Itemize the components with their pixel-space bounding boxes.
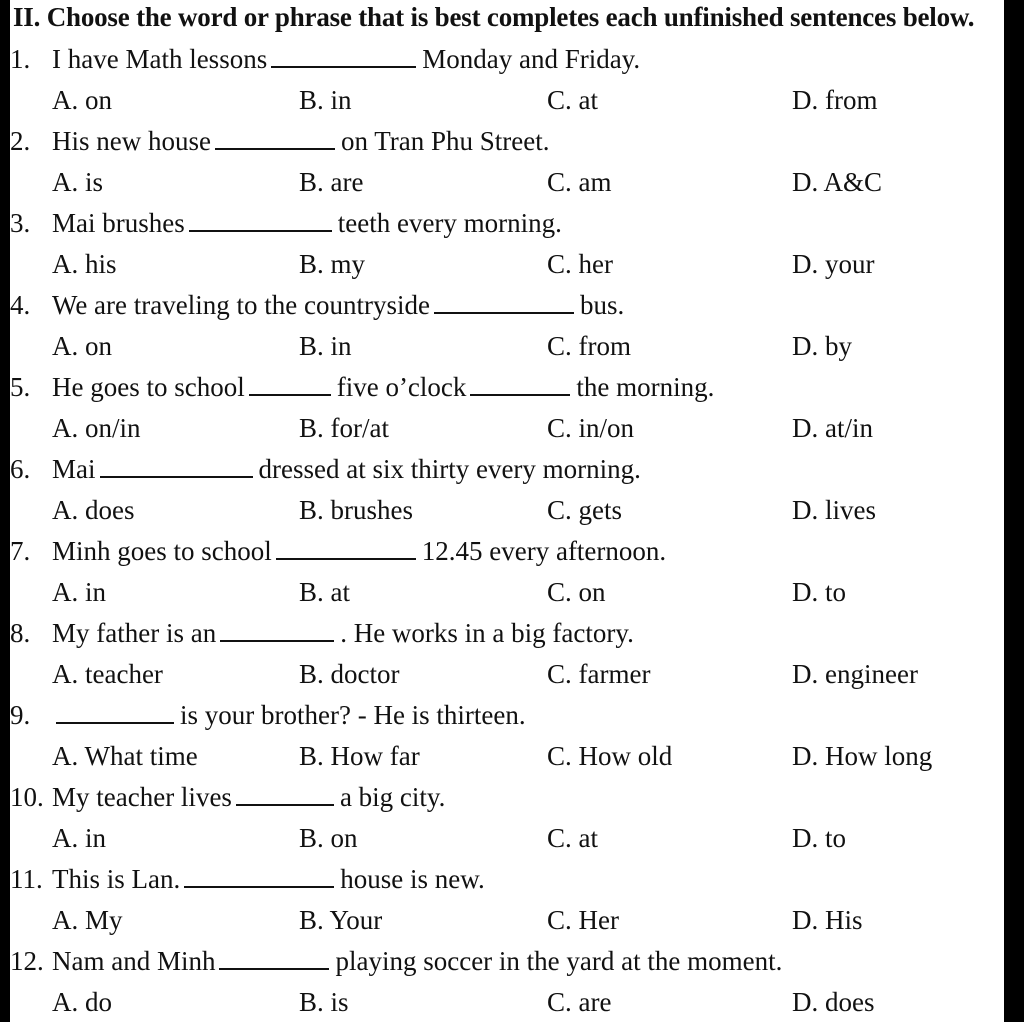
question-number: 1. (10, 44, 31, 74)
stem-text: . He works in a big factory. (340, 618, 634, 648)
stem-text: 12.45 every afternoon. (421, 536, 667, 566)
question-stem (52, 454, 641, 485)
answer-blank[interactable] (276, 538, 416, 560)
answer-blank[interactable] (434, 292, 574, 314)
question-number: 4. (10, 290, 31, 320)
stem-text: I have Math lessons (52, 44, 268, 74)
option-a[interactable]: A. his (52, 249, 117, 279)
stem-text: His new house (52, 126, 211, 156)
option-a[interactable]: A. on/in (52, 413, 141, 443)
options-row (10, 167, 1004, 208)
options-row (10, 987, 1004, 1022)
question-stem (52, 44, 640, 75)
question-number: 8. (10, 618, 31, 648)
option-d[interactable]: D. His (792, 905, 863, 935)
question-stem (52, 946, 782, 977)
option-a[interactable]: A. is (52, 167, 104, 197)
stem-text: bus. (579, 290, 625, 320)
stem-text: We are traveling to the countryside (52, 290, 430, 320)
option-d[interactable]: D. does (792, 987, 875, 1017)
option-d[interactable]: D. from (792, 85, 878, 115)
option-d[interactable]: D. How long (792, 741, 933, 771)
option-b[interactable]: B. is (299, 987, 349, 1017)
option-b[interactable]: B. are (299, 167, 364, 197)
option-d[interactable]: D. engineer (792, 659, 918, 689)
option-d[interactable]: D. lives (792, 495, 876, 525)
option-c[interactable]: C. on (547, 577, 606, 607)
stem-text: on Tran Phu Street. (340, 126, 550, 156)
option-b[interactable]: B. my (299, 249, 366, 279)
question-number: 12. (10, 946, 44, 976)
option-c[interactable]: C. at (547, 823, 598, 853)
question-number: 5. (10, 372, 31, 402)
option-b[interactable]: B. at (299, 577, 350, 607)
stem-text: five o’clock (336, 372, 467, 402)
stem-text: Nam and Minh (52, 946, 216, 976)
question-number: 7. (10, 536, 31, 566)
options-row (10, 577, 1004, 618)
option-d[interactable]: D. to (792, 823, 846, 853)
option-c[interactable]: C. are (547, 987, 612, 1017)
answer-blank[interactable] (220, 620, 334, 642)
stem-text: is your brother? - He is thirteen. (180, 700, 526, 730)
stem-text: Mai (52, 454, 96, 484)
question-stem (52, 208, 562, 239)
option-c[interactable]: C. Her (547, 905, 619, 935)
question-stem (52, 700, 526, 731)
question-stem (52, 372, 714, 403)
stem-text: the morning. (576, 372, 715, 402)
answer-blank[interactable] (249, 374, 331, 396)
question-stem (52, 290, 624, 321)
stem-text: teeth every morning. (337, 208, 562, 238)
question-number: 6. (10, 454, 31, 484)
question-stem (52, 536, 666, 567)
option-d[interactable]: D. to (792, 577, 846, 607)
option-c[interactable]: C. at (547, 85, 598, 115)
option-b[interactable]: B. brushes (299, 495, 413, 525)
option-c[interactable]: C. How old (547, 741, 673, 771)
options-row (10, 85, 1004, 126)
option-c[interactable]: C. from (547, 331, 631, 361)
option-c[interactable]: C. am (547, 167, 612, 197)
option-a[interactable]: A. do (52, 987, 112, 1017)
option-b[interactable]: B. for/at (299, 413, 389, 443)
option-c[interactable]: C. in/on (547, 413, 635, 443)
answer-blank[interactable] (236, 784, 334, 806)
option-c[interactable]: C. her (547, 249, 613, 279)
stem-text: dressed at six thirty every morning. (258, 454, 641, 484)
question-number: 9. (10, 700, 31, 730)
stem-text: a big city. (339, 782, 446, 812)
option-d[interactable]: D. at/in (792, 413, 873, 443)
answer-blank[interactable] (56, 702, 174, 724)
option-b[interactable]: B. in (299, 85, 352, 115)
option-c[interactable]: C. farmer (547, 659, 651, 689)
option-a[interactable]: A. does (52, 495, 135, 525)
worksheet-page (10, 0, 1004, 1022)
stem-text: Minh goes to school (52, 536, 272, 566)
question-number: 10. (10, 782, 44, 812)
option-a[interactable]: A. What time (52, 741, 198, 771)
answer-blank[interactable] (219, 948, 329, 970)
option-b[interactable]: B. doctor (299, 659, 400, 689)
options-row (10, 495, 1004, 536)
stem-text: Mai brushes (52, 208, 185, 238)
option-a[interactable]: A. teacher (52, 659, 163, 689)
option-b[interactable]: B. in (299, 331, 352, 361)
options-row (10, 659, 1004, 700)
question-stem (52, 782, 445, 813)
question-stem (52, 126, 550, 157)
stem-text: Monday and Friday. (422, 44, 641, 74)
option-a[interactable]: A. in (52, 577, 106, 607)
stem-text: house is new. (340, 864, 485, 894)
option-a[interactable]: A. on (52, 85, 112, 115)
stem-text: He goes to school (52, 372, 245, 402)
option-d[interactable]: D. A&C (792, 167, 883, 197)
question-stem (52, 618, 634, 649)
options-row (10, 905, 1004, 946)
answer-blank[interactable] (470, 374, 570, 396)
options-row (10, 249, 1004, 290)
option-d[interactable]: D. your (792, 249, 875, 279)
option-a[interactable]: A. My (52, 905, 123, 935)
options-row (10, 741, 1004, 782)
stem-text: playing soccer in the yard at the moment. (335, 946, 783, 976)
stem-text: My teacher lives (52, 782, 232, 812)
question-number: 2. (10, 126, 31, 156)
stem-text: This is Lan. (52, 864, 181, 894)
question-stem (52, 864, 485, 895)
question-number: 3. (10, 208, 31, 238)
option-a[interactable]: A. in (52, 823, 106, 853)
option-b[interactable]: B. Your (299, 905, 383, 935)
section-heading: II. Choose the word or phrase that is best completes each unfinished sentences below. (13, 2, 975, 32)
option-b[interactable]: B. How far (299, 741, 420, 771)
stem-text: My father is an (52, 618, 217, 648)
answer-blank[interactable] (100, 456, 253, 478)
answer-blank[interactable] (184, 866, 334, 888)
answer-blank[interactable] (215, 128, 335, 150)
answer-blank[interactable] (189, 210, 332, 232)
option-d[interactable]: D. by (792, 331, 852, 361)
options-row (10, 413, 1004, 454)
option-c[interactable]: C. gets (547, 495, 623, 525)
option-b[interactable]: B. on (299, 823, 358, 853)
option-a[interactable]: A. on (52, 331, 112, 361)
options-row (10, 823, 1004, 864)
question-number: 11. (10, 864, 43, 894)
answer-blank[interactable] (271, 46, 416, 68)
options-row (10, 331, 1004, 372)
